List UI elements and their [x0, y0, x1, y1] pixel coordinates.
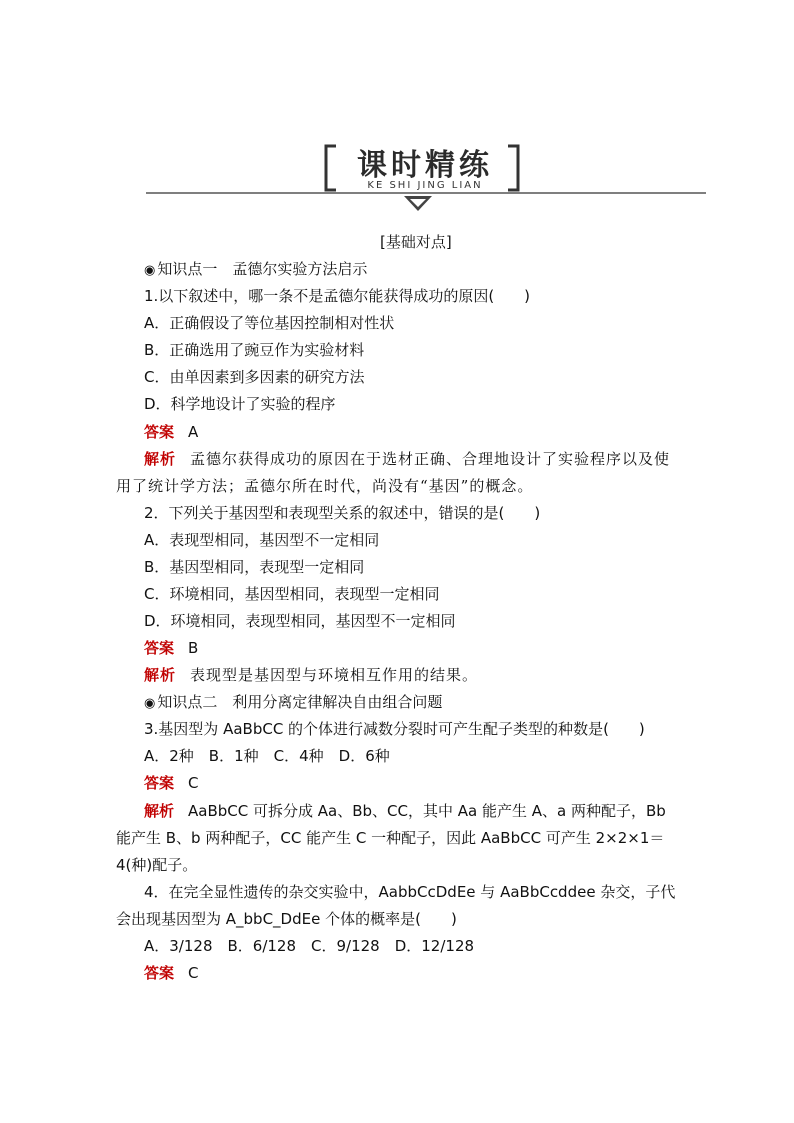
knowledge-point-1-label: 知识点一 孟德尔实验方法启示 — [157, 260, 368, 278]
answer-value: C — [188, 774, 199, 792]
answer-label: 答案 — [144, 964, 175, 982]
q2-analysis-line-1 — [144, 665, 478, 685]
answer-value: A — [188, 423, 199, 441]
q3-analysis-line-2: 能产生 B、b 两种配子，CC 能产生 C 一种配子，因此 AaBbCC 可产生 2×2×1＝ — [116, 829, 665, 847]
knowledge-point-2 — [144, 692, 442, 714]
q1-analysis-line-1 — [144, 449, 670, 469]
q2-option-c: C．环境相同，基因型相同，表现型一定相同 — [144, 585, 440, 603]
analysis-label: 解析 — [144, 802, 175, 820]
q2-option-d: D．环境相同，表现型相同，基因型不一定相同 — [144, 612, 456, 630]
q3-analysis-line-3: 4(种)配子。 — [116, 856, 198, 874]
analysis-label: 解析 — [144, 666, 177, 684]
knowledge-point-2-label: 知识点二 利用分离定律解决自由组合问题 — [157, 693, 443, 711]
section-heading: [基础对点] — [380, 233, 452, 251]
analysis-label: 解析 — [144, 450, 177, 468]
answer-label: 答案 — [144, 774, 175, 792]
q2-option-b: B．基因型相同，表现型一定相同 — [144, 558, 365, 576]
answer-label: 答案 — [144, 639, 175, 657]
analysis-text: 孟德尔获得成功的原因在于选材正确、合理地设计了实验程序以及使 — [190, 450, 671, 468]
q4-stem-line-2: 会出现基因型为 A_bbC_DdEe 个体的概率是( ) — [116, 910, 457, 928]
header-title: 课时精练 — [357, 148, 493, 183]
header-banner — [0, 0, 794, 230]
answer-value: C — [188, 964, 199, 982]
q1-answer — [144, 422, 198, 442]
analysis-text: AaBbCC 可拆分成 Aa、Bb、CC，其中 Aa 能产生 A、a 两种配子，Bb — [188, 802, 666, 820]
q1-analysis-line-2: 用了统计学方法；孟德尔所在时代，尚没有“基因”的概念。 — [116, 477, 534, 495]
target-icon: ◉ — [144, 263, 156, 278]
q3-options: A．2种 B．1种 C．4种 D．6种 — [144, 747, 390, 765]
answer-value: B — [188, 639, 199, 657]
q2-stem: 2．下列关于基因型和表现型关系的叙述中，错误的是( ) — [144, 504, 541, 522]
analysis-text: 表现型是基因型与环境相互作用的结果。 — [190, 666, 479, 684]
q1-option-a: A．正确假设了等位基因控制相对性状 — [144, 314, 395, 332]
q1-stem: 1.以下叙述中，哪一条不是孟德尔能获得成功的原因( ) — [144, 287, 531, 305]
left-bracket-icon — [326, 146, 336, 190]
knowledge-point-1 — [144, 259, 367, 281]
header-subtitle: KE SHI JING LIAN — [367, 180, 483, 191]
q1-option-b: B．正确选用了豌豆作为实验材料 — [144, 341, 365, 359]
q4-stem-line-1: 4．在完全显性遗传的杂交实验中，AabbCcDdEe 与 AaBbCcddee 杂交，子代 — [144, 883, 676, 901]
q2-answer — [144, 638, 198, 658]
q1-option-d: D．科学地设计了实验的程序 — [144, 395, 336, 413]
q4-options: A．3/128 B．6/128 C．9/128 D．12/128 — [144, 937, 475, 955]
q1-option-c: C．由单因素到多因素的研究方法 — [144, 368, 365, 386]
q3-stem: 3.基因型为 AaBbCC 的个体进行减数分裂时可产生配子类型的种数是( ) — [144, 720, 645, 738]
answer-label: 答案 — [144, 423, 175, 441]
q3-answer — [144, 773, 199, 793]
q2-option-a: A．表现型相同，基因型不一定相同 — [144, 531, 380, 549]
q4-answer — [144, 963, 199, 983]
target-icon: ◉ — [144, 696, 156, 711]
q3-analysis-line-1 — [144, 801, 666, 821]
